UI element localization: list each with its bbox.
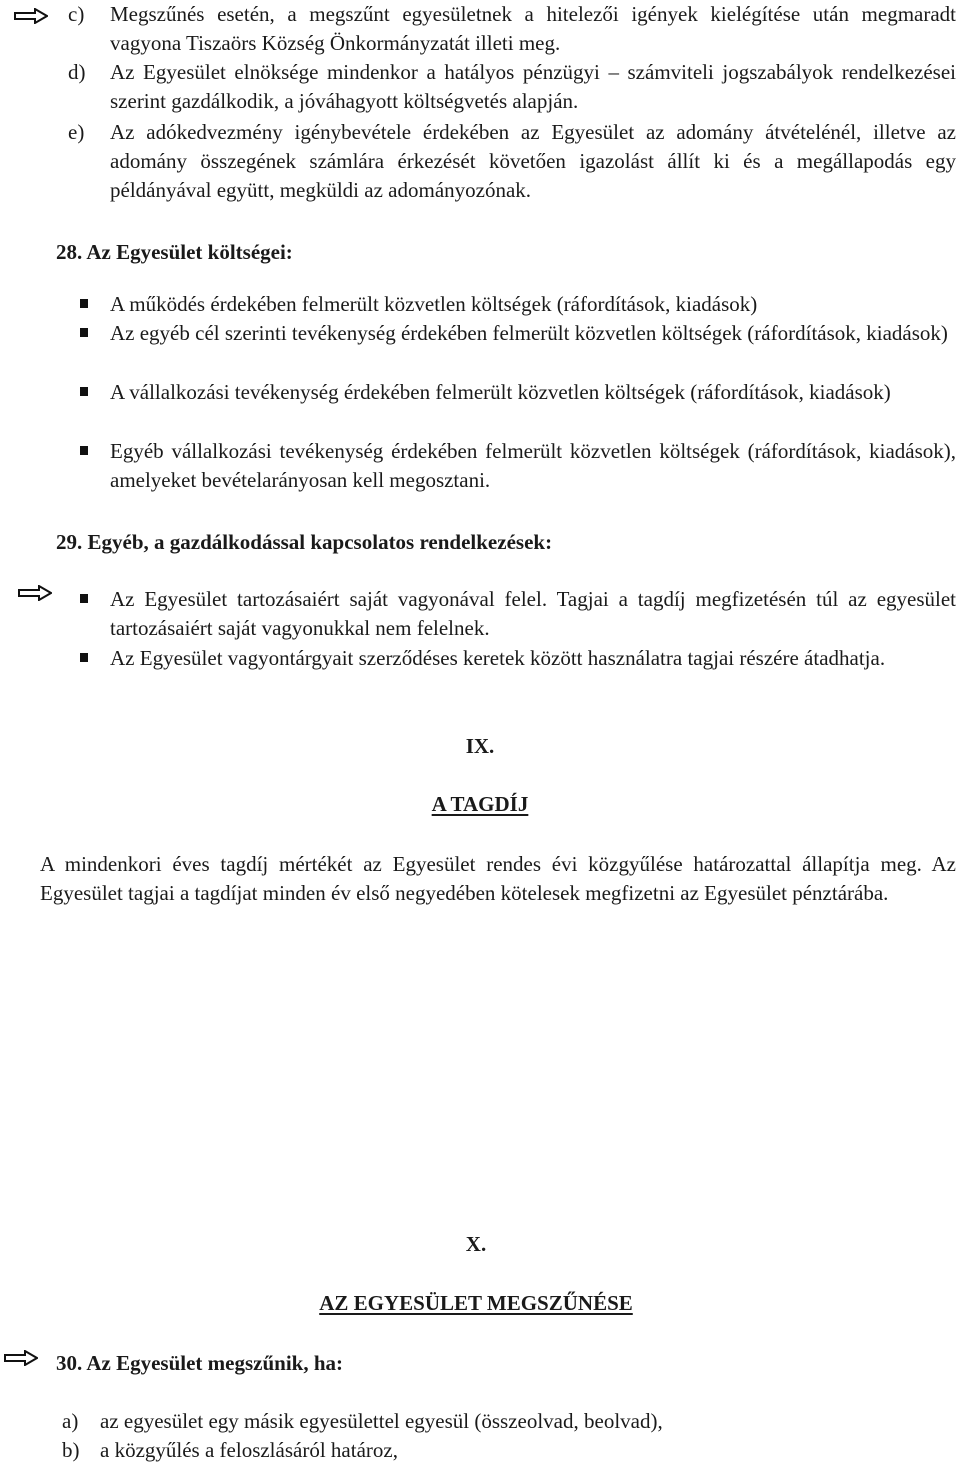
list-text: Megszűnés esetén, a megszűnt egyesületnek a hitelezői igények kielégítése után megmaradt vagyona Tiszaörs Község Önkormányzatát illeti meg.: [110, 2, 956, 55]
list-label: c): [68, 2, 85, 26]
arrow-marker-icon: [14, 8, 48, 24]
list-item-b: [62, 1436, 942, 1465]
chapter-10-title-text: AZ EGYESÜLET MEGSZŰNÉSE: [319, 1291, 633, 1315]
list-label: e): [68, 120, 85, 144]
list-label: a): [62, 1409, 79, 1433]
chapter-9-number: IX.: [465, 734, 495, 758]
list-item-d: [68, 58, 956, 116]
bullet-item: A működés érdekében felmerült közvetlen költségek (ráfordítások, kiadások): [110, 292, 758, 316]
list-label: b): [62, 1438, 80, 1462]
bullet-item: Egyéb vállalkozási tevékenység érdekében felmerült közvetlen költségek (ráfordítások, kiadások), amelyeket bevételarányosan kell megosztani.: [110, 439, 956, 492]
list-item-c: [68, 0, 956, 58]
bullet-item: Az Egyesület vagyontárgyait szerződéses keretek között használatra tagjai részére átadhatja.: [110, 646, 886, 670]
chapter-10-number: X.: [465, 1232, 487, 1256]
list-text: a közgyűlés a feloszlásáról határoz,: [100, 1438, 398, 1462]
list-text: az egyesület egy másik egyesülettel egyesül (összeolvad, beolvad),: [100, 1409, 663, 1433]
section-29-heading: 29. Egyéb, a gazdálkodással kapcsolatos rendelkezések:: [56, 530, 553, 554]
section-28-heading: 28. Az Egyesület költségei:: [56, 240, 293, 264]
chapter-9-paragraph: A mindenkori éves tagdíj mértékét az Egyesület rendes évi közgyűlése határozattal állapítja meg. Az Egyesület tagjai a tagdíjat minden év első negyedében kötelesek megfizetni az Egyesület pénztárába.: [40, 852, 956, 905]
chapter-9-title-text: A TAGDÍJ: [431, 792, 529, 816]
list-label: d): [68, 60, 86, 84]
square-bullet-icon: [80, 328, 88, 337]
arrow-marker-icon: [18, 585, 52, 601]
square-bullet-icon: [80, 594, 88, 603]
chapter-9-title: [0, 790, 960, 819]
bullet-item: A vállalkozási tevékenység érdekében felmerült közvetlen költségek (ráfordítások, kiadások): [110, 380, 891, 404]
list-text: Az Egyesület elnöksége mindenkor a hatályos pénzügyi – számviteli jogszabályok rendelkezései szerint gazdálkodik, a jóváhagyott költségvetés alapján.: [110, 60, 956, 113]
chapter-10-title: [0, 1289, 952, 1318]
list-item-a: [62, 1407, 942, 1436]
bullet-item: Az Egyesület tartozásaiért saját vagyonával felel. Tagjai a tagdíj megfizetésén túl az egyesület tartozásaiért saját vagyonukkal nem felelnek.: [110, 587, 956, 640]
square-bullet-icon: [80, 446, 88, 455]
square-bullet-icon: [80, 299, 88, 308]
list-text: Az adókedvezmény igénybevétele érdekében az Egyesület az adomány átvételénél, illetve az adomány összegének számlára érkezését követően igazolást állít ki és a megállapodás egy példányával együtt, megküldi az adományozónak.: [110, 120, 956, 202]
arrow-marker-icon: [4, 1350, 38, 1366]
square-bullet-icon: [80, 387, 88, 396]
list-item-e: [68, 118, 956, 205]
square-bullet-icon: [80, 653, 88, 662]
section-30-heading: 30. Az Egyesület megszűnik, ha:: [56, 1351, 344, 1375]
bullet-item: Az egyéb cél szerinti tevékenység érdekében felmerült közvetlen költségek (ráfordítások, kiadások): [110, 321, 948, 345]
